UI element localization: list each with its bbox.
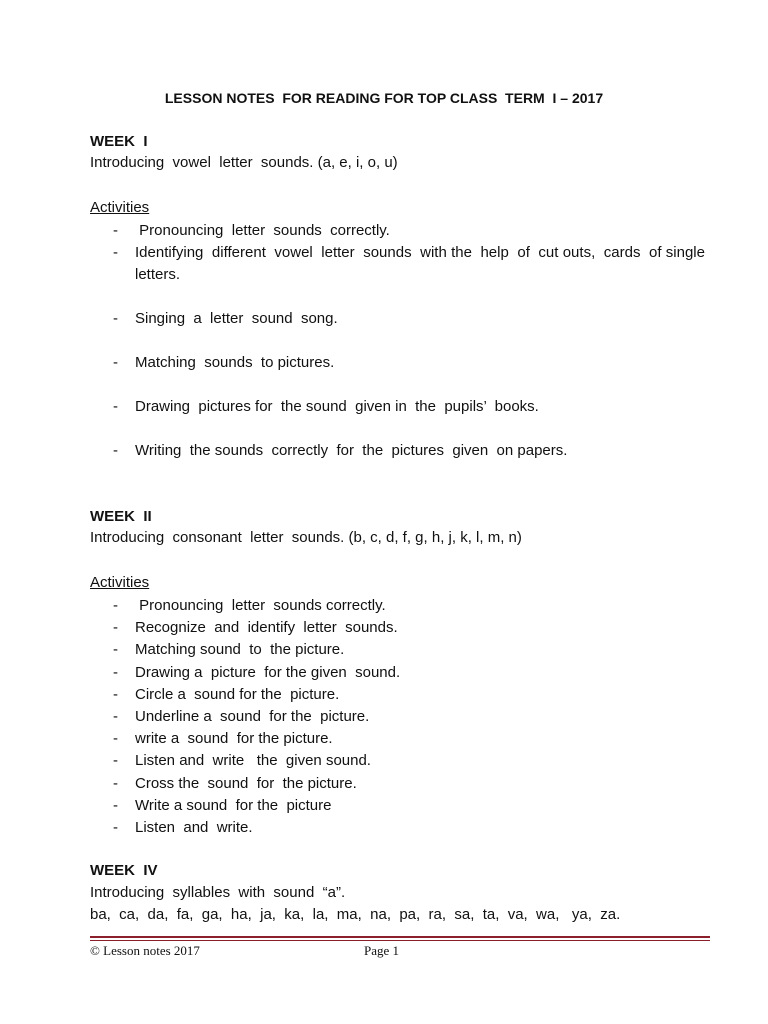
bullet-dash: -	[113, 819, 118, 837]
bullet-dash: -	[113, 730, 118, 748]
list-item	[90, 728, 705, 750]
list-item-text: Circle a sound for the picture.	[135, 685, 340, 703]
footer-rule-thin	[90, 940, 710, 941]
bullet-dash: -	[113, 244, 118, 261]
list-item	[90, 684, 705, 706]
week-1-intro: Introducing vowel letter sounds. (a, e, i, o, u)	[90, 154, 398, 171]
bullet-dash: -	[113, 685, 118, 703]
week-2-intro: Introducing consonant letter sounds. (b, c, d, f, g, h, j, k, l, m, n)	[90, 529, 522, 546]
list-item	[90, 662, 705, 684]
list-item-text: Pronouncing letter sounds correctly.	[135, 597, 386, 614]
list-item-text: Singing a letter sound song.	[135, 310, 338, 327]
list-item-text: Pronouncing letter sounds correctly.	[135, 222, 390, 239]
list-item	[90, 242, 714, 286]
list-item	[90, 773, 705, 795]
list-item	[90, 396, 705, 418]
week-1-heading: WEEK I	[90, 133, 148, 150]
footer-page-number: Page 1	[364, 943, 400, 958]
bullet-dash: -	[113, 310, 118, 327]
list-item	[90, 595, 705, 617]
bullet-dash: -	[113, 597, 118, 614]
week-1-activities-heading: Activities	[90, 199, 150, 216]
list-item-text: Write a sound for the picture	[135, 796, 332, 814]
list-item	[90, 308, 705, 330]
week-4-intro: Introducing syllables with sound “a”.	[90, 884, 346, 901]
list-item	[90, 617, 705, 639]
list-item	[90, 220, 705, 242]
list-item-text: Listen and write the given sound.	[135, 752, 371, 770]
bullet-dash: -	[113, 619, 118, 637]
bullet-dash: -	[113, 641, 118, 659]
bullet-dash: -	[113, 752, 118, 770]
list-item	[90, 352, 705, 374]
list-item-text: Listen and write.	[135, 819, 253, 837]
document-title: LESSON NOTES FOR READING FOR TOP CLASS TERM I – 2017	[164, 90, 604, 106]
bullet-dash: -	[113, 442, 118, 459]
list-item-text: Writing the sounds correctly for the pictures given on papers.	[135, 442, 568, 459]
week-2-heading: WEEK II	[90, 508, 152, 525]
list-item	[90, 706, 705, 728]
bullet-dash: -	[113, 354, 118, 371]
list-item	[90, 817, 705, 839]
bullet-dash: -	[113, 796, 118, 814]
list-item-text: Drawing a picture for the given sound.	[135, 663, 401, 681]
list-item	[90, 795, 705, 817]
list-item-text: Recognize and identify letter sounds.	[135, 619, 398, 637]
syllables-line: ba, ca, da, fa, ga, ha, ja, ka, la, ma, na, pa, ra, sa, ta, va, wa, ya, za.	[90, 906, 621, 923]
list-item-text: Matching sounds to pictures.	[135, 354, 335, 371]
list-item-text: write a sound for the picture.	[135, 730, 333, 748]
list-item	[90, 440, 705, 462]
week-1-activities-list	[90, 220, 714, 462]
bullet-dash: -	[113, 398, 118, 415]
bullet-dash: -	[113, 774, 118, 792]
list-item	[90, 639, 705, 661]
list-item	[90, 750, 705, 772]
footer-copyright: © Lesson notes 2017	[90, 943, 200, 958]
week-2-activities-heading: Activities	[90, 574, 150, 591]
list-item-text: Matching sound to the picture.	[135, 641, 345, 659]
bullet-dash: -	[113, 663, 118, 681]
list-item-text: Drawing pictures for the sound given in the pupils’ books.	[135, 398, 539, 415]
bullet-dash: -	[113, 708, 118, 726]
list-item-text: Identifying different vowel letter sounds with the help of cut outs, cards of single letters.	[135, 244, 714, 283]
list-item-text: Underline a sound for the picture.	[135, 708, 370, 726]
week-4-heading: WEEK IV	[90, 862, 158, 879]
bullet-dash: -	[113, 222, 118, 239]
list-item-text: Cross the sound for the picture.	[135, 774, 357, 792]
week-2-activities-list	[90, 595, 705, 839]
footer-rule-thick	[90, 936, 710, 938]
